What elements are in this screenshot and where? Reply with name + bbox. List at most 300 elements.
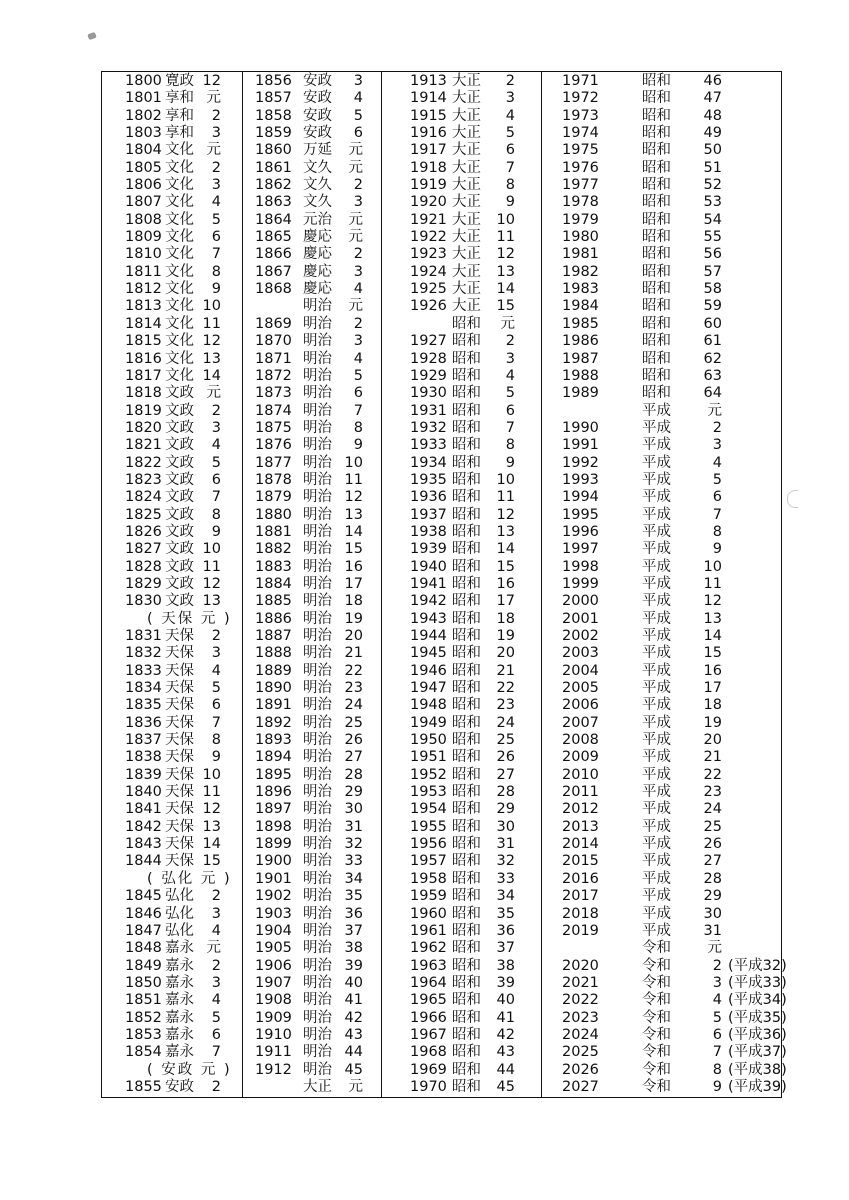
era-year-cell: 22 [703,766,722,783]
table-row [382,645,541,662]
table-row [243,541,381,558]
year-cell: 1973 [562,107,599,124]
table-row [542,974,787,992]
table-row [382,420,541,437]
era-year-cell: 11 [344,471,363,488]
era-name-cell: 平成 [642,662,671,679]
year-cell: 2022 [562,992,599,1009]
era-name-cell: 平成 [642,766,671,783]
era-name-cell: 大正 [452,229,481,246]
era-name-cell: 昭和 [452,974,481,991]
era-name-cell: 文政 [165,419,194,436]
year-cell: 1892 [255,714,292,731]
era-name-cell: 文化 [165,229,194,246]
era-year-cell: 4 [712,992,722,1009]
era-year-cell: 60 [703,315,722,332]
era-year-cell: 25 [496,732,515,749]
year-cell: 1837 [125,732,162,749]
era-year-cell: 元 [348,142,363,159]
column-1913-1970 [381,71,541,1098]
year-cell: 1864 [255,211,292,228]
table-row [243,593,381,610]
era-year-cell: 21 [496,662,515,679]
year-cell: 1835 [125,697,162,714]
era-year-cell: 21 [344,645,363,662]
year-cell: 1957 [410,853,447,870]
year-cell: 1918 [410,159,447,176]
era-year-cell: 3 [353,194,363,211]
era-name-cell: 天保 [165,732,194,749]
table-row [382,992,541,1009]
table-row [243,333,381,350]
era-year-cell: 4 [211,194,221,211]
era-year-cell: 53 [703,194,722,211]
year-cell: 1865 [255,229,292,246]
era-year-cell: 30 [703,905,722,922]
year-cell: 1985 [562,315,599,332]
table-row [382,90,541,107]
era-year-cell: 31 [344,818,363,835]
table-row [101,177,242,194]
era-year-cell: 元 [348,1078,363,1095]
table-row [101,455,242,472]
era-name-cell: 文政 [165,523,194,540]
table-row [243,628,381,645]
era-year-cell: 2 [211,1078,221,1095]
table-row [243,767,381,784]
year-cell: 1972 [562,90,599,107]
era-name-cell: 弘化 [165,922,194,939]
era-name-cell: 明治 [303,350,332,367]
table-row [101,73,242,90]
year-cell: 1977 [562,177,599,194]
era-year-cell: 34 [344,870,363,887]
table-row [542,663,782,680]
era-year-cell: 9 [712,1078,722,1095]
era-name-cell: 令和 [642,992,671,1009]
year-cell: 1976 [562,159,599,176]
year-cell: 1902 [255,888,292,905]
era-year-cell: 6 [712,1026,722,1043]
table-row [101,541,242,558]
era-name-cell: 慶応 [303,229,332,246]
table-row [243,264,381,281]
year-cell: 2019 [562,922,599,939]
era-name-cell: 明治 [303,974,332,991]
table-row [542,1009,787,1027]
year-cell: 1987 [562,350,599,367]
era-name-cell: 文化 [165,263,194,280]
table-row [243,611,381,628]
era-start-note: ( 安政 元 ) [147,1061,232,1078]
era-name-cell: 明治 [303,506,332,523]
year-cell: 1940 [410,558,447,575]
table-row [542,853,782,870]
era-year-cell: 2 [353,177,363,194]
year-cell: 1971 [562,73,599,89]
era-name-cell: 天保 [165,853,194,870]
table-row [101,229,242,246]
year-cell: 2016 [562,870,599,887]
year-cell: 1950 [410,732,447,749]
table-row [243,801,381,818]
era-name-cell: 昭和 [452,454,481,471]
table-row [243,975,381,992]
table-row [101,385,242,402]
table-row [243,229,381,246]
year-cell: 2027 [562,1078,599,1095]
era-year-cell: 5 [353,107,363,124]
era-name-cell: 明治 [303,402,332,419]
year-cell: 1958 [410,870,447,887]
table-row [542,992,787,1009]
era-year-cell: 42 [344,1009,363,1026]
era-year-cell: 2 [712,957,722,974]
year-cell: 2026 [562,1061,599,1078]
table-row [542,1026,787,1044]
era-year-cell: 15 [703,645,722,662]
era-name-cell: 明治 [303,489,332,506]
era-year-cell: 14 [703,628,722,644]
era-year-cell: 9 [505,454,515,471]
year-cell: 1820 [125,419,162,436]
era-name-cell: 天保 [165,836,194,853]
era-year-cell: 40 [496,992,515,1009]
era-name-cell: 明治 [303,385,332,402]
era-name-cell: 明治 [303,697,332,714]
era-name-cell: 大正 [452,107,481,124]
era-name-cell: 昭和 [452,593,481,610]
era-year-cell: 5 [353,367,363,384]
table-row [542,160,782,177]
era-year-cell: 39 [344,957,363,974]
year-cell: 2014 [562,836,599,853]
era-year-cell: 31 [703,922,722,939]
era-name-cell: 平成 [642,471,671,488]
year-cell: 1821 [125,437,162,454]
era-name-cell: 昭和 [452,385,481,402]
era-year-cell: 元 [348,298,363,315]
era-name-cell: 明治 [303,367,332,384]
era-year-cell: 14 [496,281,515,298]
era-year-cell: 21 [703,749,722,766]
table-row [542,576,782,593]
table-row [382,888,541,905]
scan-artifact [787,490,798,508]
era-name-cell: 昭和 [642,246,671,263]
era-name-cell: 天保 [165,801,194,818]
era-name-cell: 弘化 [165,888,194,905]
era-name-cell: 天保 [165,749,194,766]
era-name-cell: 天保 [165,697,194,714]
era-name-cell: 大正 [452,211,481,228]
era-year-cell: 3 [505,90,515,107]
era-name-cell: 文政 [165,593,194,610]
table-row [382,906,541,923]
year-cell: 1857 [255,90,292,107]
era-name-cell: 昭和 [452,523,481,540]
era-year-cell: 36 [344,905,363,922]
year-cell: 1845 [125,888,162,905]
rows [542,73,787,1096]
column-1971-2027 [541,71,787,1098]
table-row [243,663,381,680]
table-row [101,819,242,836]
era-start-note: ( 天保 元 ) [147,610,232,627]
era-name-cell: 文化 [165,159,194,176]
era-name-cell: 安政 [303,90,332,107]
era-name-cell: 明治 [303,905,332,922]
era-year-cell: 6 [505,402,515,419]
era-name-cell: 享和 [165,107,194,124]
era-year-cell: 元 [206,385,221,402]
era-name-cell: 天保 [165,680,194,697]
era-year-cell: 元 [348,229,363,246]
era-year-cell: 3 [353,73,363,89]
era-year-cell: 25 [344,714,363,731]
era-name-cell: 昭和 [642,107,671,124]
year-cell: 1894 [255,749,292,766]
era-name-cell: 明治 [303,957,332,974]
era-year-cell: 2 [211,107,221,124]
year-cell: 1898 [255,818,292,835]
year-cell: 1955 [410,818,447,835]
era-year-cell: 19 [344,610,363,627]
table-row [382,160,541,177]
era-year-cell: 5 [211,211,221,228]
era-year-cell: 27 [344,749,363,766]
era-name-cell: 平成 [642,523,671,540]
year-cell: 1889 [255,662,292,679]
table-row [542,333,782,350]
table-row [542,680,782,697]
era-name-cell: 明治 [303,610,332,627]
table-row [101,1044,242,1061]
year-cell: 1839 [125,766,162,783]
era-name-cell: 昭和 [642,211,671,228]
era-name-cell: 大正 [303,1078,332,1095]
table-row [542,697,782,714]
table-row [382,871,541,888]
era-year-cell: 3 [211,905,221,922]
era-name-cell: 平成 [642,836,671,853]
era-year-cell: 3 [712,974,722,991]
era-year-cell: 7 [211,1044,221,1061]
year-cell: 1869 [255,315,292,332]
table-row [382,246,541,263]
table-row [101,160,242,177]
era-year-cell: 12 [202,801,221,818]
year-cell: 2012 [562,801,599,818]
era-year-cell: 6 [211,1026,221,1043]
era-name-cell: 平成 [642,506,671,523]
year-cell: 1806 [125,177,162,194]
era-name-cell: 文化 [165,246,194,263]
table-row [542,507,782,524]
era-name-cell: 嘉永 [165,1026,194,1043]
era-year-cell: 16 [703,662,722,679]
era-name-cell: 昭和 [452,766,481,783]
year-cell: 1948 [410,697,447,714]
table-row [542,420,782,437]
era-year-cell: 11 [202,315,221,332]
era-year-cell: 23 [496,697,515,714]
era-name-cell: 万延 [303,142,332,159]
era-name-cell: 大正 [452,73,481,89]
era-year-cell: 5 [712,471,722,488]
era-year-cell: 33 [344,853,363,870]
table-row [542,437,782,454]
table-row [243,853,381,870]
table-row [243,1062,381,1079]
era-name-cell: 昭和 [642,159,671,176]
table-row [542,871,782,888]
table-row [243,108,381,125]
year-cell: 1847 [125,922,162,939]
table-row [382,541,541,558]
era-year-cell: 12 [496,506,515,523]
table-row [101,125,242,142]
year-cell: 1970 [410,1078,447,1095]
table-row [382,697,541,714]
era-name-cell: 明治 [303,714,332,731]
era-name-cell: 平成 [642,922,671,939]
table-row [243,906,381,923]
year-cell: 1917 [410,142,447,159]
era-year-cell: 11 [496,489,515,506]
era-name-cell: 慶応 [303,263,332,280]
year-cell: 2008 [562,732,599,749]
era-name-cell: 明治 [303,1044,332,1061]
era-name-cell: 文政 [165,541,194,558]
year-cell: 1933 [410,437,447,454]
year-cell: 1896 [255,784,292,801]
era-name-cell: 平成 [642,437,671,454]
table-row [243,368,381,385]
year-cell: 2017 [562,888,599,905]
era-name-cell: 昭和 [642,73,671,89]
era-year-cell: 4 [353,90,363,107]
era-name-cell: 文政 [165,489,194,506]
era-name-cell: 天保 [165,714,194,731]
table-row [542,1078,787,1096]
era-year-cell: 2 [353,315,363,332]
era-name-cell: 明治 [303,437,332,454]
year-cell: 1816 [125,350,162,367]
era-year-cell: 16 [344,558,363,575]
era-year-cell: 19 [496,628,515,644]
era-name-cell: 昭和 [642,367,671,384]
heisei-equivalent-note: (平成32) [728,957,787,974]
era-name-cell: 慶応 [303,281,332,298]
table-row [101,437,242,454]
era-year-cell: 6 [712,489,722,506]
year-cell: 1810 [125,246,162,263]
era-name-cell: 天保 [165,818,194,835]
column-1800-1855 [101,71,242,1098]
table-row [243,524,381,541]
year-cell: 1949 [410,714,447,731]
year-cell: 2007 [562,714,599,731]
era-name-cell: 明治 [303,818,332,835]
table-row [243,177,381,194]
year-cell: 2006 [562,697,599,714]
year-cell: 1866 [255,246,292,263]
era-name-cell: 大正 [452,246,481,263]
year-cell: 1975 [562,142,599,159]
era-year-cell: 27 [703,853,722,870]
era-name-cell: 明治 [303,784,332,801]
table-row [101,906,242,923]
table-row [382,958,541,975]
era-name-cell: 明治 [303,628,332,644]
year-cell: 1880 [255,506,292,523]
year-cell: 1978 [562,194,599,211]
table-row [101,888,242,905]
table-row [382,1079,541,1096]
era-name-cell: 明治 [303,801,332,818]
table-row [382,472,541,489]
year-cell: 1974 [562,125,599,142]
table-row [382,264,541,281]
table-row [243,1027,381,1044]
era-year-cell: 43 [496,1044,515,1061]
year-cell: 1932 [410,419,447,436]
era-name-cell: 天保 [165,645,194,662]
era-year-cell: 6 [353,125,363,142]
era-year-cell: 17 [344,575,363,592]
table-row [101,559,242,576]
era-name-cell: 天保 [165,662,194,679]
era-name-cell: 明治 [303,593,332,610]
era-name-cell: 文化 [165,350,194,367]
year-cell: 1852 [125,1009,162,1026]
year-cell: 1877 [255,454,292,471]
era-year-cell: 28 [703,870,722,887]
era-year-cell: 7 [505,419,515,436]
era-name-cell: 昭和 [642,333,671,350]
table-row [382,298,541,315]
era-name-cell: 昭和 [452,818,481,835]
table-row [243,385,381,402]
era-year-cell: 4 [211,922,221,939]
era-name-cell: 明治 [303,1061,332,1078]
year-cell: 1891 [255,697,292,714]
year-cell: 1966 [410,1009,447,1026]
table-row [382,455,541,472]
era-year-cell: 14 [202,836,221,853]
era-name-cell: 明治 [303,558,332,575]
table-row [101,403,242,420]
era-year-cell: 58 [703,281,722,298]
era-year-cell: 48 [703,107,722,124]
era-year-cell: 45 [344,1061,363,1078]
table-row [382,229,541,246]
table-row [382,385,541,402]
era-year-cell: 11 [496,229,515,246]
year-cell: 1884 [255,575,292,592]
era-name-cell: 文政 [165,471,194,488]
year-cell: 1827 [125,541,162,558]
table-row [542,142,782,159]
year-cell: 2011 [562,784,599,801]
era-year-cell: 43 [344,1026,363,1043]
era-year-cell: 14 [344,523,363,540]
year-cell: 1838 [125,749,162,766]
table-row [542,559,782,576]
era-year-cell: 46 [703,73,722,89]
table-row [243,489,381,506]
